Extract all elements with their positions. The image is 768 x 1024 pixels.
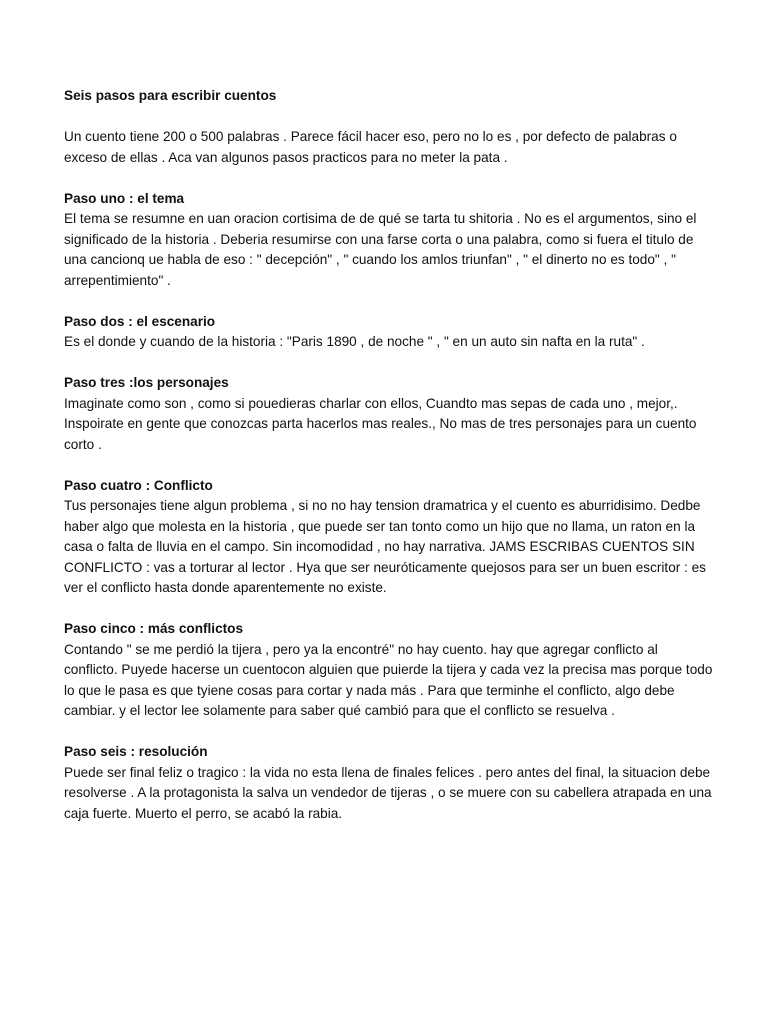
section-heading: Paso tres :los personajes (64, 375, 229, 390)
document-content (64, 86, 714, 845)
section-paso-seis (64, 742, 714, 824)
section-heading: Paso dos : el escenario (64, 313, 216, 329)
section-body: Contando " se me perdió la tijera , pero ya la encontré" no hay cuento. hay que agregar conflicto al conflicto. Puyede hacerse un cuentocon alguien que puierde la tijera y cada vez la precisa mas porque todo lo que le pasa es que tyiene cosas para cortar y nada más . Para que terminhe el conflicto, algo debe cambiar. y el lector lee solamente para saber qué cambió para que el conflicto se resuelva . (64, 641, 713, 718)
section-body: Tus personajes tiene algun problema , si no no hay tension dramatrica y el cuento es aburridisimo. Dedbe haber algo que molesta en la historia , que puede ser tan tonto como un hijo que no llama, un raton en la casa o falta de lluvia en el campo. Sin incomodidad , no hay narrativa. JAMS ESCRIBAS CUENTOS SIN CONFLICTO : vas a torturar al lector . Hya que ser neuróticamente quejosos para ser un buen escritor : es ver el conflicto hasta donde aparentemente no existe. (64, 498, 706, 595)
section-paso-cuatro (64, 476, 714, 599)
section-paso-dos (64, 312, 714, 353)
section-body: El tema se resumne en uan oracion cortisima de de qué se tarta tu shitoria . No es el argumentos, sino el significado de la historia . Deberia resumirse con una farse corta o una palabra, como si fuera el titulo de una cancionq ue habla de eso : " decepción" , " cuando los amlos triunfan" , " el dinerto no es todo" , " arrepentimiento" . (64, 211, 697, 288)
section-paso-tres (64, 373, 714, 455)
section-heading: Paso cuatro : Conflicto (64, 477, 213, 493)
section-heading: Paso seis : resolución (64, 744, 208, 759)
section-paso-cinco (64, 619, 714, 722)
section-paso-uno (64, 189, 714, 292)
document-title: Seis pasos para escribir cuentos (64, 88, 277, 103)
section-body: Puede ser final feliz o tragico : la vida no esta llena de finales felices . pero antes del final, la situacion debe resolverse . A la protagonista la salva un vendedor de tijeras , o se muere con su cabellera atrapada en una caja fuerte. Muerto el perro, se acabó la rabia. (64, 764, 712, 821)
intro-paragraph: Un cuento tiene 200 o 500 palabras . Parece fácil hacer eso, pero no lo es , por defecto de palabras o exceso de ellas . Aca van algunos pasos practicos para no meter la pata . (64, 129, 677, 165)
section-heading: Paso cinco : más conflictos (64, 621, 244, 636)
section-body: Imaginate como son , como si pouedieras charlar con ellos, Cuandto mas sepas de cada uno , mejor,. Inspoirate en gente que conozcas parta hacerlos mas reales., No mas de tres personajes para un cuento corto . (64, 395, 697, 452)
section-body: Es el donde y cuando de la historia : "Paris 1890 , de noche " , " en un auto sin nafta en la ruta" . (64, 334, 645, 349)
section-heading: Paso uno : el tema (64, 190, 185, 206)
